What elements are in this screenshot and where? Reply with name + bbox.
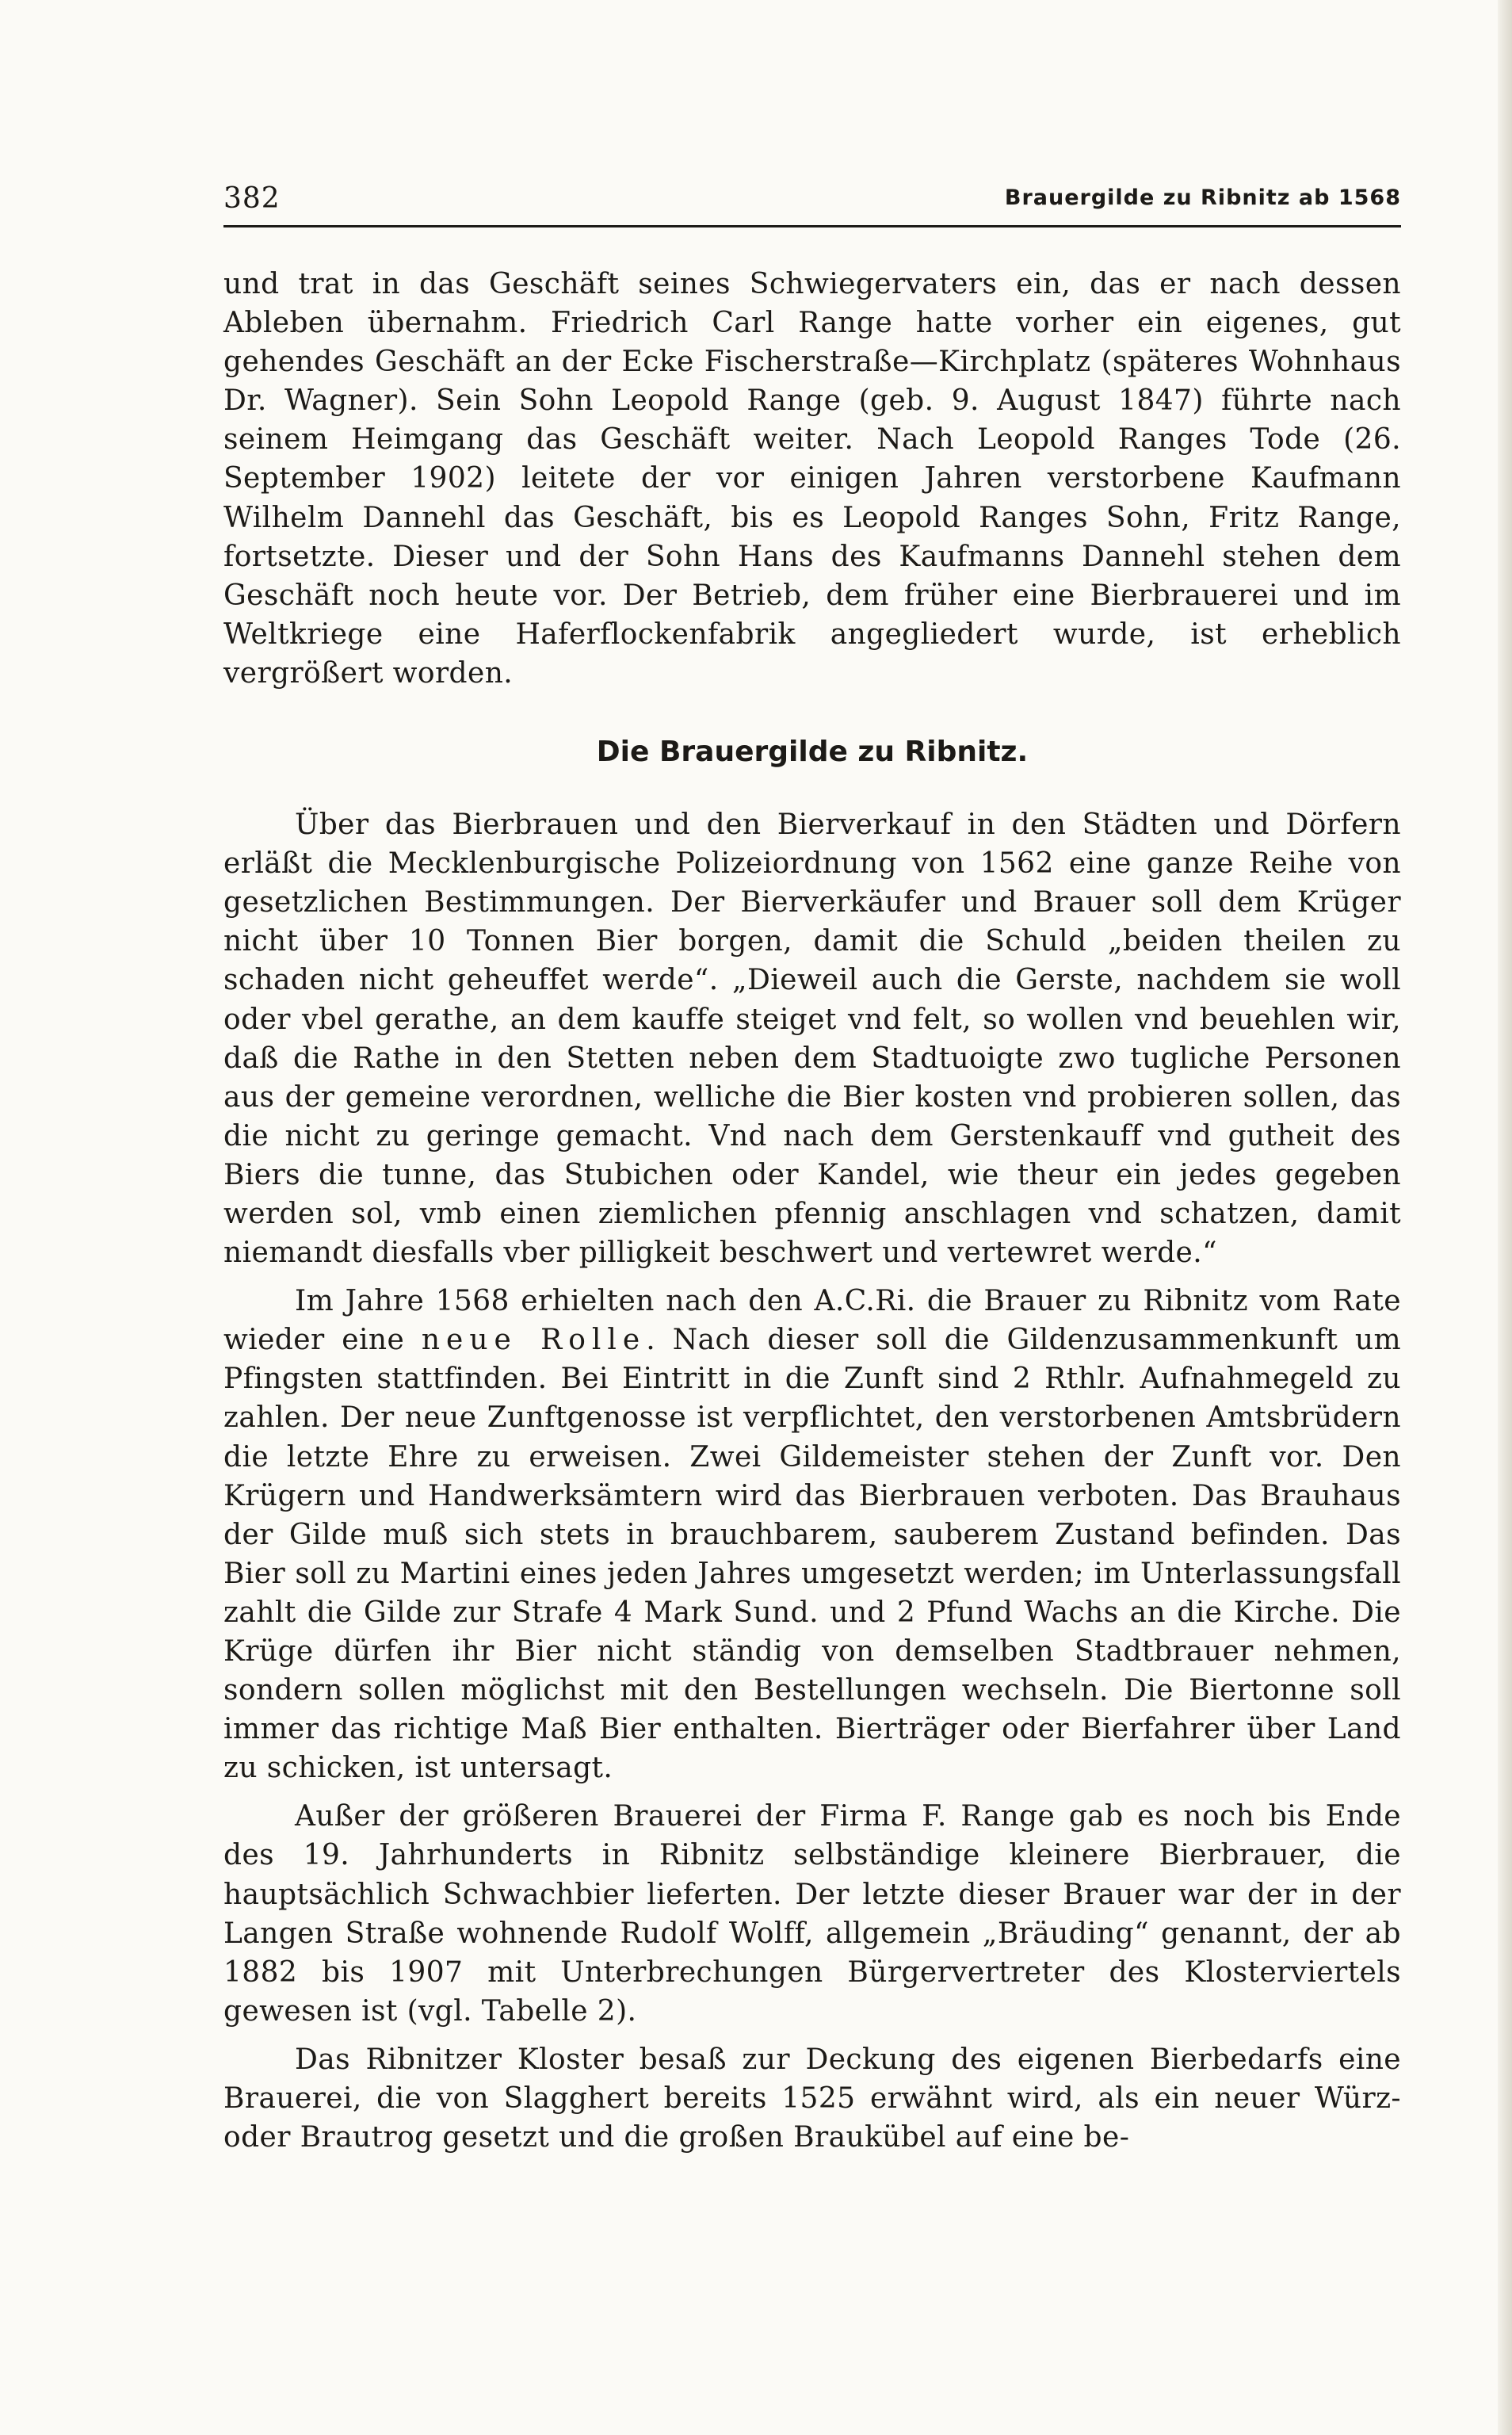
page-body — [223, 265, 1401, 2157]
header-rule — [223, 225, 1401, 227]
page-number: 382 — [223, 182, 281, 215]
paragraph-small-brewers: Außer der größeren Brauerei der Firma F. Range gab es noch bis Ende des 19. Jahrhunderts in Ribnitz selbständige kleinere Bierbrauer, die hauptsächlich Schwachbier lieferten. Der letzte dieser Brauer war der in der Langen Straße wohnende Rudolf Wolff, allgemein „Bräuding“ genannt, der ab 1882 bis 1907 mit Unterbrechungen Bürgervertreter des Klosterviertels gewesen ist (vgl. Tabelle 2). — [223, 1800, 1401, 2028]
spaced-emphasis: neue Rolle — [421, 1324, 647, 1357]
paragraph-range-business: und trat in das Geschäft seines Schwiegervaters ein, das er nach dessen Ableben übernahm. Friedrich Carl Range hatte vorher ein eigenes, gut gehendes Geschäft an der Ecke Fischerstraße—Kirchplatz (späteres Wohnhaus Dr. Wagner). Sein Sohn Leopold Range (geb. 9. August 1847) führte nach seinem Heimgang das Geschäft weiter. Nach Leopold Ranges Tode (26. September 1902) leitete der vor einigen Jahren verstorbene Kaufmann Wilhelm Dannehl das Geschäft, bis es Leopold Ranges Sohn, Fritz Range, fortsetzte. Dieser und der Sohn Hans des Kaufmanns Dannehl stehen dem Geschäft noch heute vor. Der Betrieb, dem früher eine Bierbrauerei und im Weltkriege eine Haferflockenfabrik angegliedert wurde, ist erheblich vergrößert worden. — [223, 268, 1401, 690]
paragraph-rolle-1568-start: Im Jahre 1568 erhielten nach den A.C.Ri. die Brauer zu Ribnitz vom Rate wieder eine — [223, 1285, 1401, 1357]
paragraph-polizeiordnung: Über das Bierbrauen und den Bierverkauf in den Städten und Dörfern erläßt die Mecklenburgische Polizeiordnung von 1562 eine ganze Reihe von gesetzlichen Bestimmungen. Der Bierverkäufer und Brauer soll dem Krüger nicht über 10 Tonnen Bier borgen, damit die Schuld „beiden theilen zu schaden nicht geheuffet werde“. „Dieweil auch die Gerste, nachdem sie woll oder vbel gerathe, an dem kauffe steiget vnd felt, so wollen vnd beuehlen wir, daß die Rathe in den Stetten neben dem Stadtuoigte zwo tugliche Personen aus der gemeine verordnen, welliche die Bier kosten vnd probieren sollen, das die nicht zu geringe gemacht. Vnd nach dem Gerstenkauff vnd gutheit des Biers die tunne, das Stubichen oder Kandel, wie theur ein jedes gegeben werden sol, vmb einen ziemlichen pfennig anschlagen vnd schatzen, damit niemandt diesfalls vber pilligkeit beschwert und vertewret werde.“ — [223, 808, 1401, 1270]
section-title: Die Brauergilde zu Ribnitz. — [596, 736, 1029, 769]
page-header — [223, 179, 1401, 220]
page-edge-shadow — [1498, 0, 1512, 2435]
paragraph-rolle-1568-rest: . Nach dieser soll die Gildenzusammenkunft um Pfingsten stattfinden. Bei Eintritt in die Zunft sind 2 Rthlr. Aufnahmegeld zu zahlen. Der neue Zunftgenosse ist verpflichtet, den verstorbenen Amtsbrüdern die letzte Ehre zu erweisen. Zwei Gildemeister stehen der Zunft vor. Den Krügern und Handwerksämtern wird das Bierbrauen verboten. Das Brauhaus der Gilde muß sich stets in brauchbarem, sauberem Zustand befinden. Das Bier soll zu Martini eines jeden Jahres umgesetzt werden; im Unterlassungsfall zahlt die Gilde zur Strafe 4 Mark Sund. und 2 Pfund Wachs an die Kirche. Die Krüge dürfen ihr Bier nicht ständig von demselben Stadtbrauer nehmen, sondern sollen möglichst mit den Bestellungen wechseln. Die Biertonne soll immer das richtige Maß Bier enthalten. Bierträger oder Bierfahrer über Land zu schicken, ist untersagt. — [223, 1324, 1402, 1785]
paragraph-kloster-brewery: Das Ribnitzer Kloster besaß zur Deckung des eigenen Bierbedarfs eine Brauerei, die von Slagghert bereits 1525 erwähnt wird, als ein neuer Würz- oder Brautrog gesetzt und die großen Braukübel auf eine be- — [223, 2043, 1401, 2154]
paragraph-rolle-1568 — [223, 1282, 1401, 1787]
running-head: Brauergilde zu Ribnitz ab 1568 — [1004, 185, 1401, 210]
